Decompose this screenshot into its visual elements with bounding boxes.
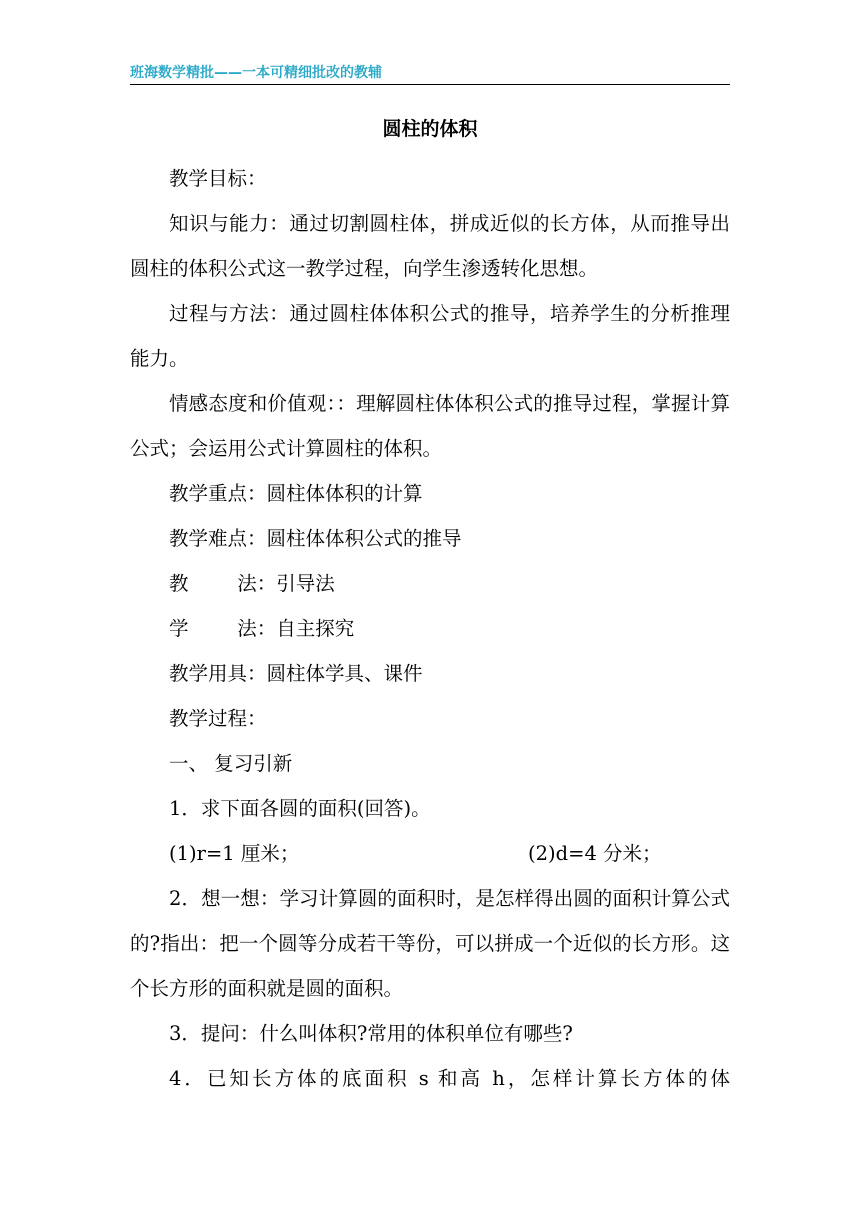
document-body (130, 156, 730, 1101)
teaching-tools: 教学用具：圆柱体学具、课件 (169, 662, 423, 685)
question-1: 1．求下面各圆的面积(回答)。 (169, 797, 431, 820)
learning-method (130, 606, 730, 651)
page-header (130, 62, 730, 85)
question-3: 3．提问：什么叫体积?常用的体积单位有哪些? (169, 1022, 573, 1045)
header-text: 班海数学精批——一本可精细批改的教辅 (130, 65, 382, 81)
teaching-method-label: 教 (169, 572, 189, 595)
process-heading: 教学过程： (169, 707, 267, 730)
teaching-method (130, 561, 730, 606)
question-2: 2．想一想：学习计算圆的面积时，是怎样得出圆的面积计算公式的?指出：把一个圆等分成若干等份，可以拼成一个近似的长方形。这个长方形的面积就是圆的面积。 (130, 887, 730, 1000)
question-1-item-1: (1)r=1 厘米； (169, 842, 300, 865)
objective-process: 过程与方法：通过圆柱体体积公式的推导，培养学生的分析推理能力。 (130, 302, 730, 370)
key-point: 教学重点：圆柱体体积的计算 (169, 482, 423, 505)
difficulty-point: 教学难点：圆柱体体积公式的推导 (169, 527, 462, 550)
objectives-heading: 教学目标： (169, 167, 267, 190)
question-4: 4．已知长方体的底面积 s 和高 h，怎样计算长方体的体 (169, 1067, 730, 1090)
learning-method-label: 学 (169, 617, 189, 640)
learning-method-value: 法：自主探究 (237, 617, 355, 640)
question-1-item-2: (2)d=4 分米； (528, 842, 662, 865)
objective-knowledge: 知识与能力：通过切割圆柱体，拼成近似的长方体，从而推导出圆柱的体积公式这一教学过程，向学生渗透转化思想。 (130, 212, 730, 280)
section-one-heading: 一、 复习引新 (169, 752, 293, 775)
objective-emotion: 情感态度和价值观：：理解圆柱体体积公式的推导过程，掌握计算公式；会运用公式计算圆柱的体积。 (130, 392, 730, 460)
document-title: 圆柱的体积 (382, 118, 478, 140)
question-1-items (130, 831, 730, 876)
teaching-method-value: 法：引导法 (237, 572, 335, 595)
